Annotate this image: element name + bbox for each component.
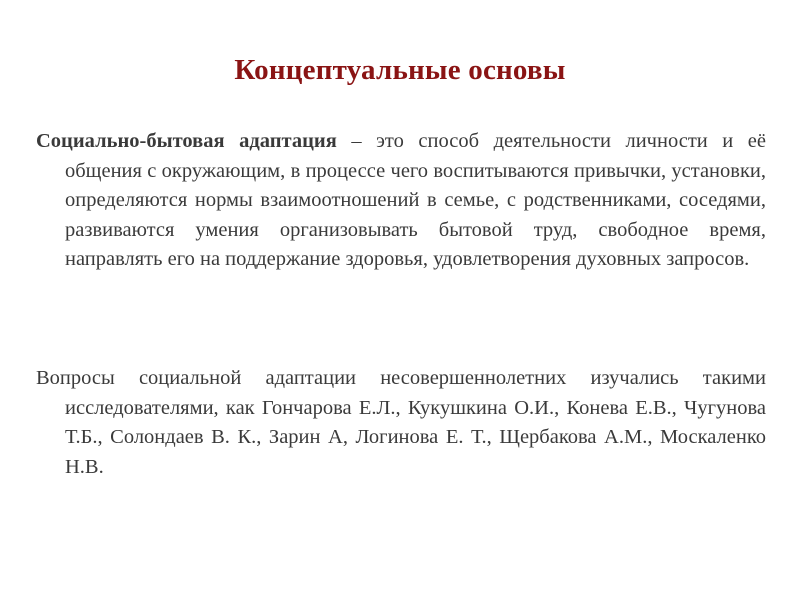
definition-text: – это способ деятельности личности и её общения с окружающим, в процессе чего воспитываются привычки, установки, определяются нормы взаимоотношений в семье, с родственниками, соседями, развиваются умения организовывать бытовой труд, свободное время, направлять его на поддержание здоровья, удовлетворения духовных запросов. <box>65 130 767 271</box>
researchers-paragraph: Вопросы социальной адаптации несовершеннолетних изучались такими исследователями, как Гончарова Е.Л., Кукушкина О.И., Конева Е.В., Чугунова Т.Б., Солондаев В. К., Зарин А, Логинова Е. Т., Щербакова А.М., Москаленко Н.В. <box>36 367 766 478</box>
definition-term: Социально-бытовая адаптация <box>36 130 337 152</box>
definition-paragraph <box>36 127 766 275</box>
slide-title: Концептуальные основы <box>234 54 566 86</box>
